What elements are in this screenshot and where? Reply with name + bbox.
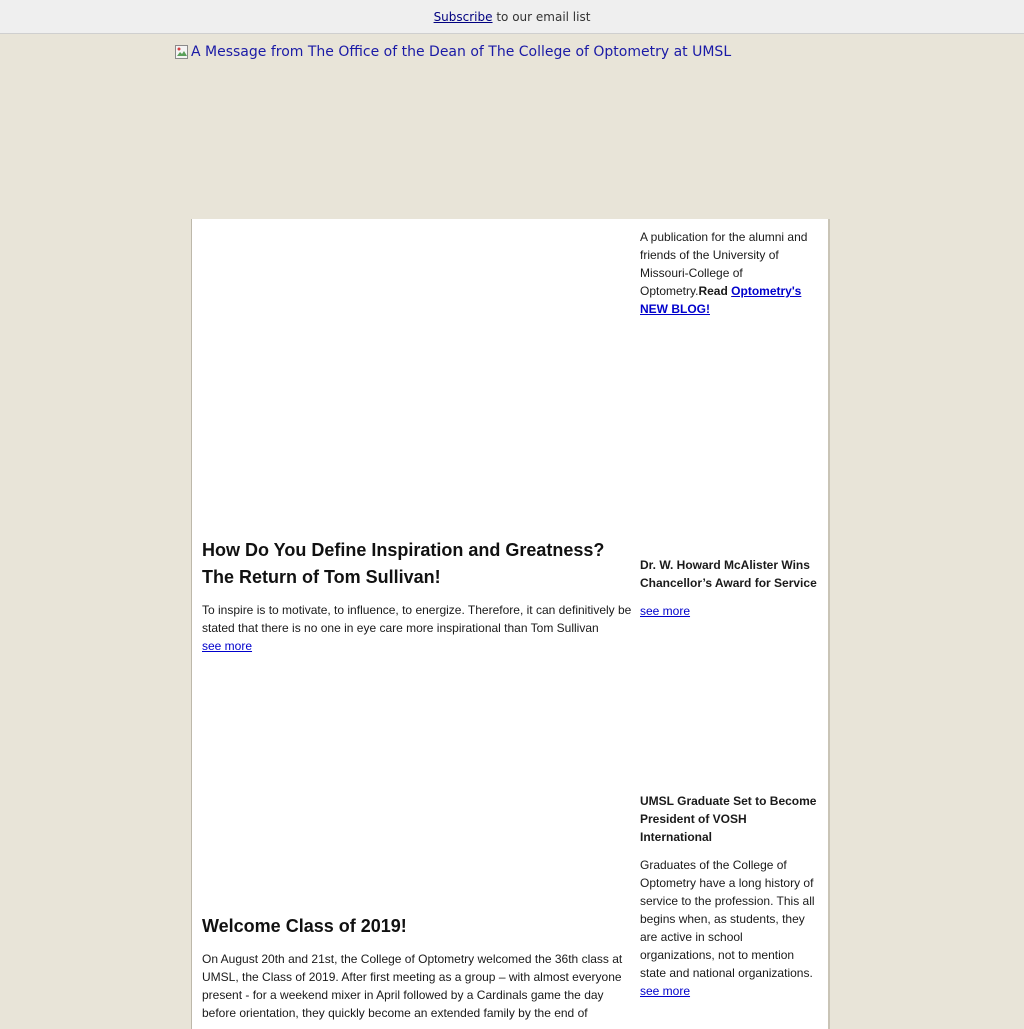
sidebar-item-body: Graduates of the College of Optometry have a long history of service to the profession. This all begins when, as students, they are active in school organizations, not to mention state and national organizations.	[640, 858, 815, 980]
sidebar-item-title[interactable]: UMSL Graduate Set to Become President of VOSH International	[640, 794, 817, 844]
publication-intro	[640, 228, 820, 318]
sidebar-item-mcalister	[640, 556, 820, 620]
blog-link[interactable]: Optometry's NEW BLOG!	[640, 284, 802, 316]
header-image[interactable]	[175, 44, 731, 60]
article-title[interactable]: Welcome Class of 2019!	[202, 916, 407, 936]
subscribe-bar	[0, 0, 1024, 34]
see-more-link[interactable]: see more	[202, 639, 253, 653]
sidebar-item-text	[640, 856, 820, 1000]
broken-image-icon	[175, 45, 189, 59]
see-more-link[interactable]: see more	[640, 984, 691, 998]
article-body: To inspire is to motivate, to influence, to energize. Therefore, it can definitively be stated that there is no one in eye care more inspirational than Tom Sullivan	[202, 603, 632, 635]
article-body: On August 20th and 21st, the College of Optometry welcomed the 36th class at UMSL, the Class of 2019. After first meeting as a group – with almost everyone present - for a weekend mixer in April followed by a Cardinals game the day before orientation, they quickly become an extended family by the end of	[202, 952, 623, 1020]
sidebar-item-title[interactable]: Dr. W. Howard McAlister Wins Chancellor’s Award for Service	[640, 558, 817, 590]
article-text	[202, 601, 632, 655]
article-class-2019	[202, 913, 632, 1022]
article-title[interactable]: How Do You Define Inspiration and Greatness? The Return of Tom Sullivan!	[202, 540, 605, 587]
subscribe-suffix: to our email list	[492, 10, 591, 24]
newsletter-content	[191, 219, 830, 1029]
intro-text: A publication for the alumni and friends of the University of Missouri-College of Optometry.	[640, 230, 808, 298]
sidebar-item-vosh	[640, 792, 820, 1000]
header-image-alt: A Message from The Office of the Dean of The College of Optometry at UMSL	[191, 44, 732, 60]
subscribe-link[interactable]: Subscribe	[433, 10, 493, 24]
see-more-link[interactable]: see more	[640, 604, 691, 618]
article-tom-sullivan	[202, 537, 632, 655]
intro-read: Read Optometry's NEW BLOG!	[640, 284, 802, 316]
